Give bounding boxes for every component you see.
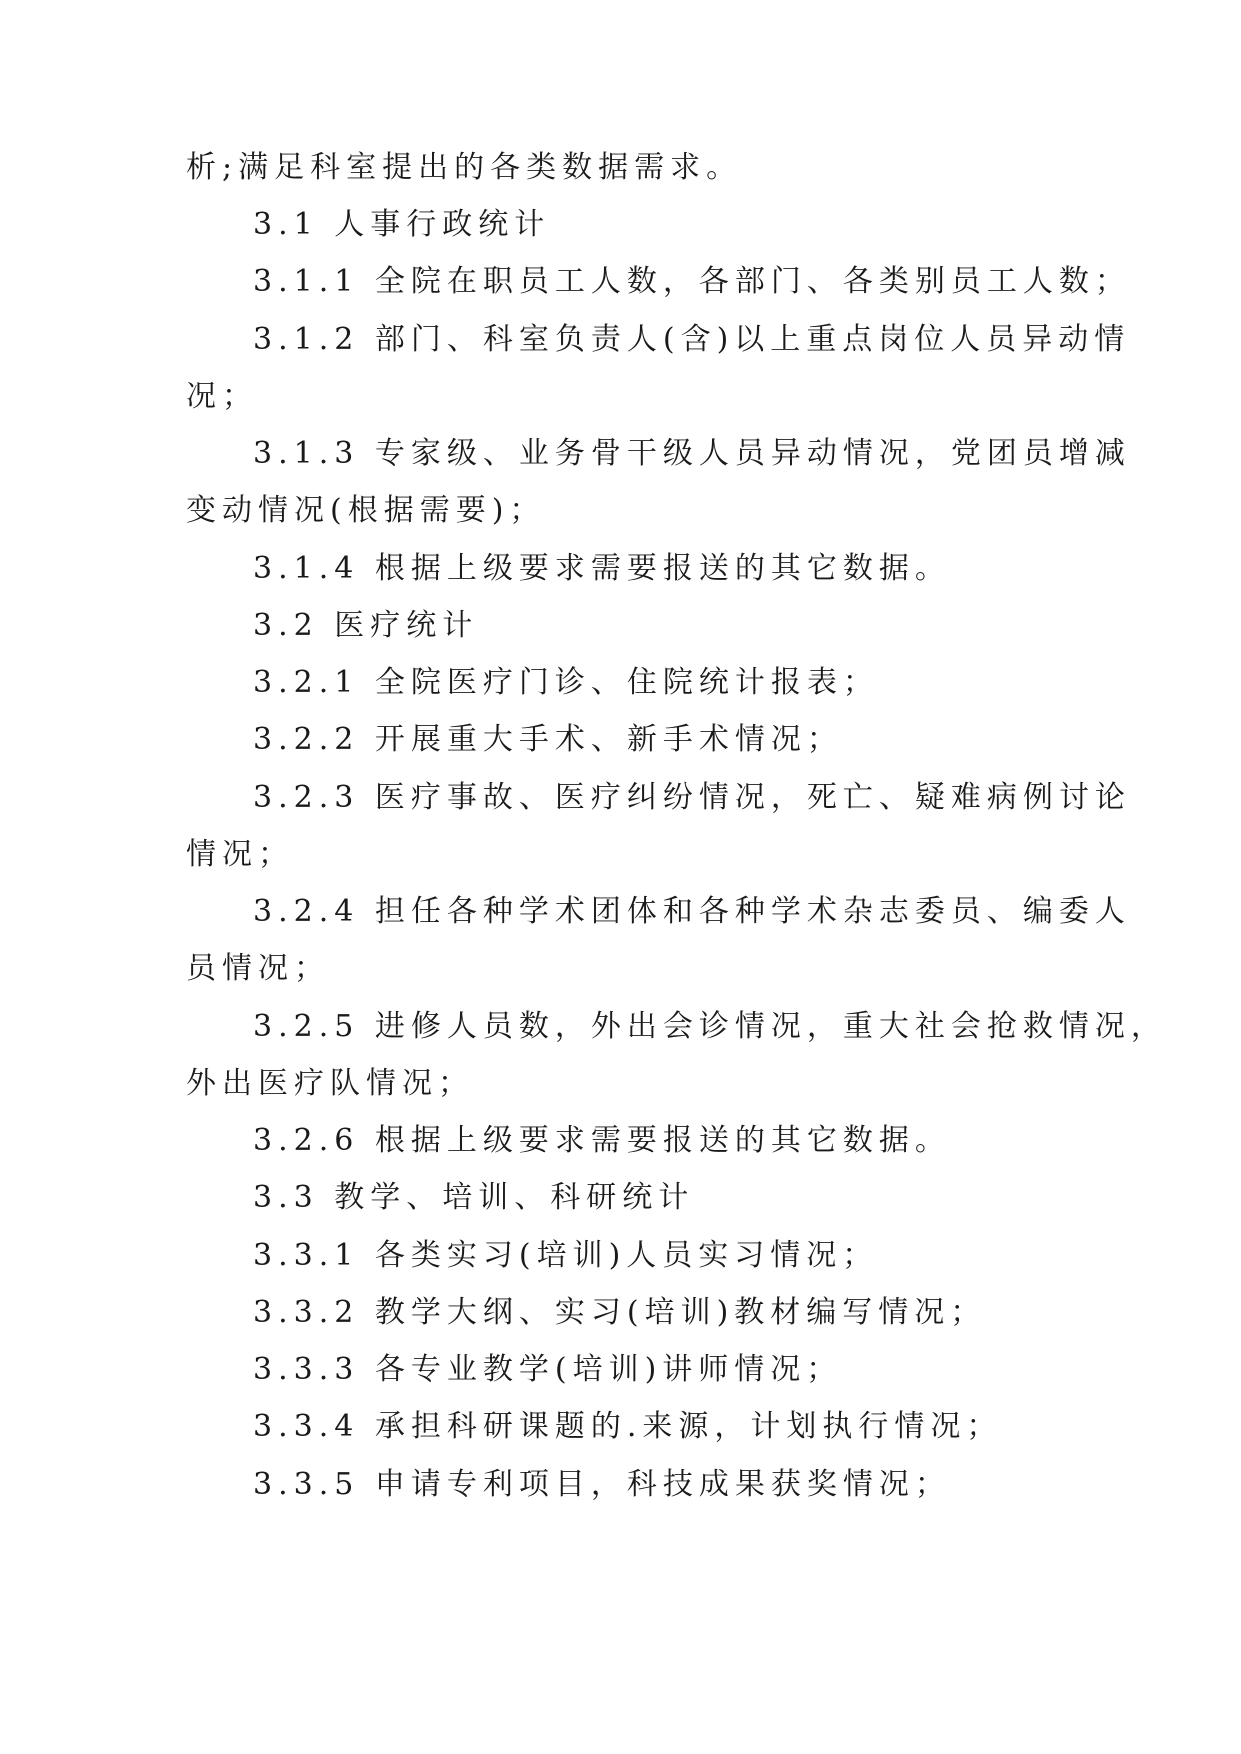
item-3-2-3: 3.2.3 医疗事故、医疗纠纷情况，死亡、疑难病例讨论 [253,780,1131,815]
text-line-continuation: 析;满足科室提出的各类数据需求。 [186,150,743,185]
item-3-1-3-cont: 变动情况(根据需要)； [186,493,546,528]
item-3-3-3: 3.3.3 各专业教学(培训)讲师情况； [253,1352,843,1387]
item-3-3-4: 3.3.4 承担科研课题的.来源，计划执行情况； [253,1409,1003,1444]
section-heading-3-1: 3.1 人事行政统计 [253,207,551,242]
item-3-2-6: 3.2.6 根据上级要求需要报送的其它数据。 [253,1123,951,1158]
item-3-2-4-cont: 员情况； [186,951,330,986]
section-heading-3-3: 3.3 教学、培训、科研统计 [253,1180,695,1215]
item-3-2-3-cont: 情况； [186,837,294,872]
item-3-1-2-cont: 况； [186,379,258,414]
item-3-2-5: 3.2.5 进修人员数，外出会诊情况，重大社会抢救情况， [253,1009,1167,1044]
item-3-1-3: 3.1.3 专家级、业务骨干级人员异动情况，党团员增减 [253,436,1131,471]
item-3-2-5-cont: 外出医疗队情况； [186,1066,474,1101]
item-3-3-1: 3.3.1 各类实习(培训)人员实习情况； [253,1238,879,1273]
item-3-2-4: 3.2.4 担任各种学术团体和各种学术杂志委员、编委人 [253,894,1131,929]
item-3-1-2: 3.1.2 部门、科室负责人(含)以上重点岗位人员异动情 [253,322,1131,357]
section-heading-3-2: 3.2 医疗统计 [253,608,479,643]
item-3-2-2: 3.2.2 开展重大手术、新手术情况； [253,722,843,757]
item-3-2-1: 3.2.1 全院医疗门诊、住院统计报表； [253,665,879,700]
item-3-1-1: 3.1.1 全院在职员工人数，各部门、各类别员工人数； [253,264,1131,299]
item-3-3-2: 3.3.2 教学大纲、实习(培训)教材编写情况； [253,1295,987,1330]
item-3-3-5: 3.3.5 申请专利项目，科技成果获奖情况； [253,1467,951,1502]
item-3-1-4: 3.1.4 根据上级要求需要报送的其它数据。 [253,551,951,586]
